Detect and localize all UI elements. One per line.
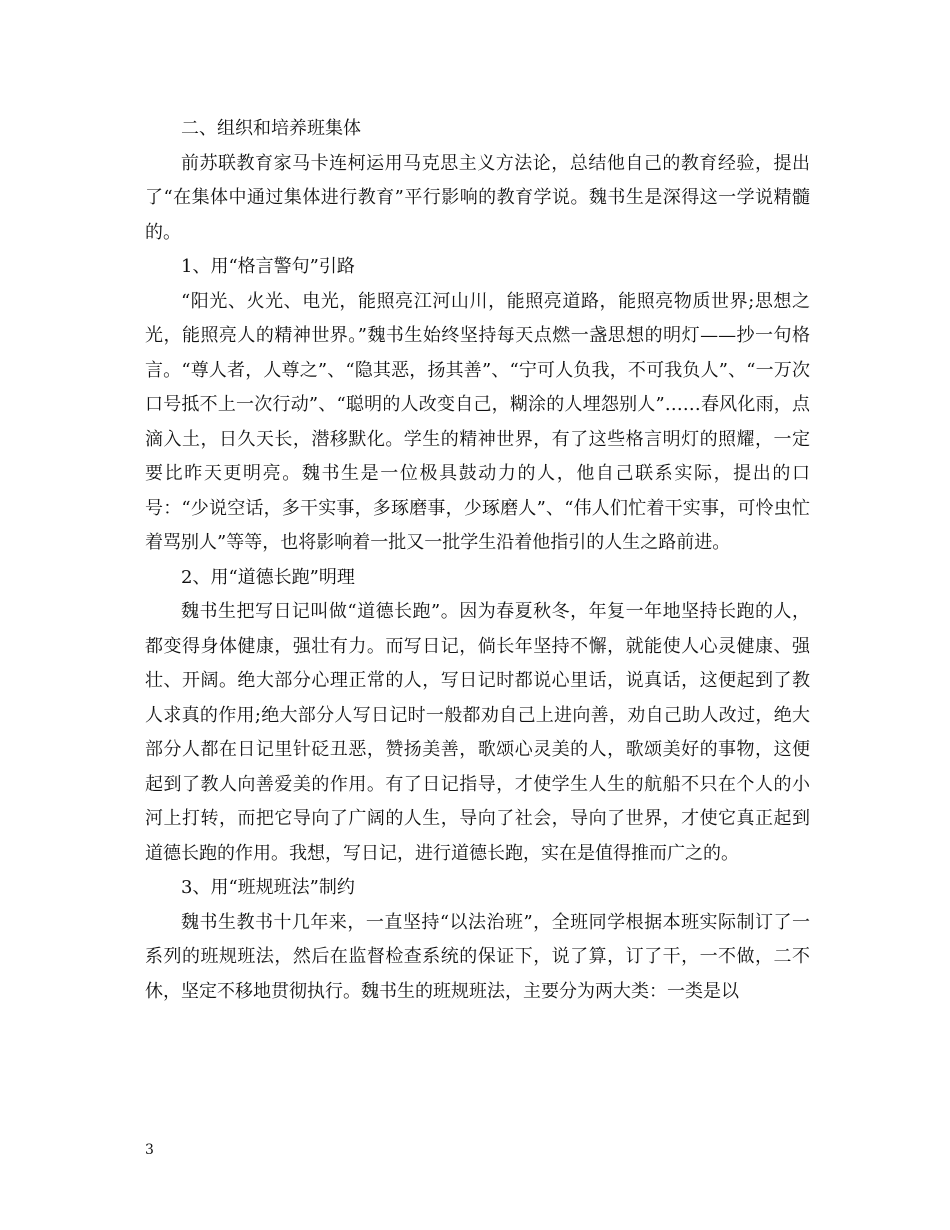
subsection-heading: 3、用“班规班法”制约 — [181, 877, 355, 898]
body-paragraph: 前苏联教育家马卡连柯运用马克思主义方法论，总结他自己的教育经验，提出了“在集体中通过集体进行教育”平行影响的教育学说。魏书生是深得这一学说精髓的。 — [145, 152, 810, 243]
section-heading: 二、组织和培养班集体 — [181, 118, 361, 139]
body-paragraph: 魏书生教书十几年来，一直坚持“以法治班”，全班同学根据本班实际制订了一系列的班规班法，然后在监督检查系统的保证下，说了算，订了干，一不做，二不休，坚定不移地贯彻执行。魏书生的班规班法，主要分为两大类：一类是以 — [145, 911, 810, 1002]
document-body — [145, 112, 810, 1009]
subsection-heading: 1、用“格言警句”引路 — [181, 256, 355, 277]
body-paragraph: 魏书生把写日记叫做“道德长跑”。因为春夏秋冬，年复一年地坚持长跑的人，都变得身体健康，强壮有力。而写日记，倘长年坚持不懈，就能使人心灵健康、强壮、开阔。绝大部分心理正常的人，写日记时都说心里话，说真话，这便起到了教人求真的作用;绝大部分人写日记时一般都劝自己上进向善，劝自己助人改过，绝大部分人都在日记里针砭丑恶，赞扬美善，歌颂心灵美的人，歌颂美好的事物，这便起到了教人向善爱美的作用。有了日记指导，才使学生人生的航船不只在个人的小河上打转，而把它导向了广阔的人生，导向了社会，导向了世界，才使它真正起到道德长跑的作用。我想，写日记，进行道德长跑，实在是值得推而广之的。 — [145, 601, 810, 864]
page-number: 3 — [145, 1142, 154, 1158]
subsection-heading: 2、用“道德长跑”明理 — [181, 566, 355, 588]
body-paragraph: “阳光、火光、电光，能照亮江河山川，能照亮道路，能照亮物质世界;思想之光，能照亮人的精神世界。”魏书生始终坚持每天点燃一盏思想的明灯——抄一句格言。“尊人者，人尊之”、“隐其恶，扬其善”、“宁可人负我，不可我负人”、“一万次口号抵不上一次行动”、“聪明的人改变自己，糊涂的人埋怨别人”……春风化雨，点滴入土，日久天长，潜移默化。学生的精神世界，有了这些格言明灯的照耀，一定要比昨天更明亮。魏书生是一位极具鼓动力的人，他自己联系实际，提出的口号：“少说空话，多干实事，多琢磨事，少琢磨人”、“伟人们忙着干实事，可怜虫忙着骂别人”等等，也将影响着一批又一批学生沿着他指引的人生之路前进。 — [145, 290, 810, 553]
